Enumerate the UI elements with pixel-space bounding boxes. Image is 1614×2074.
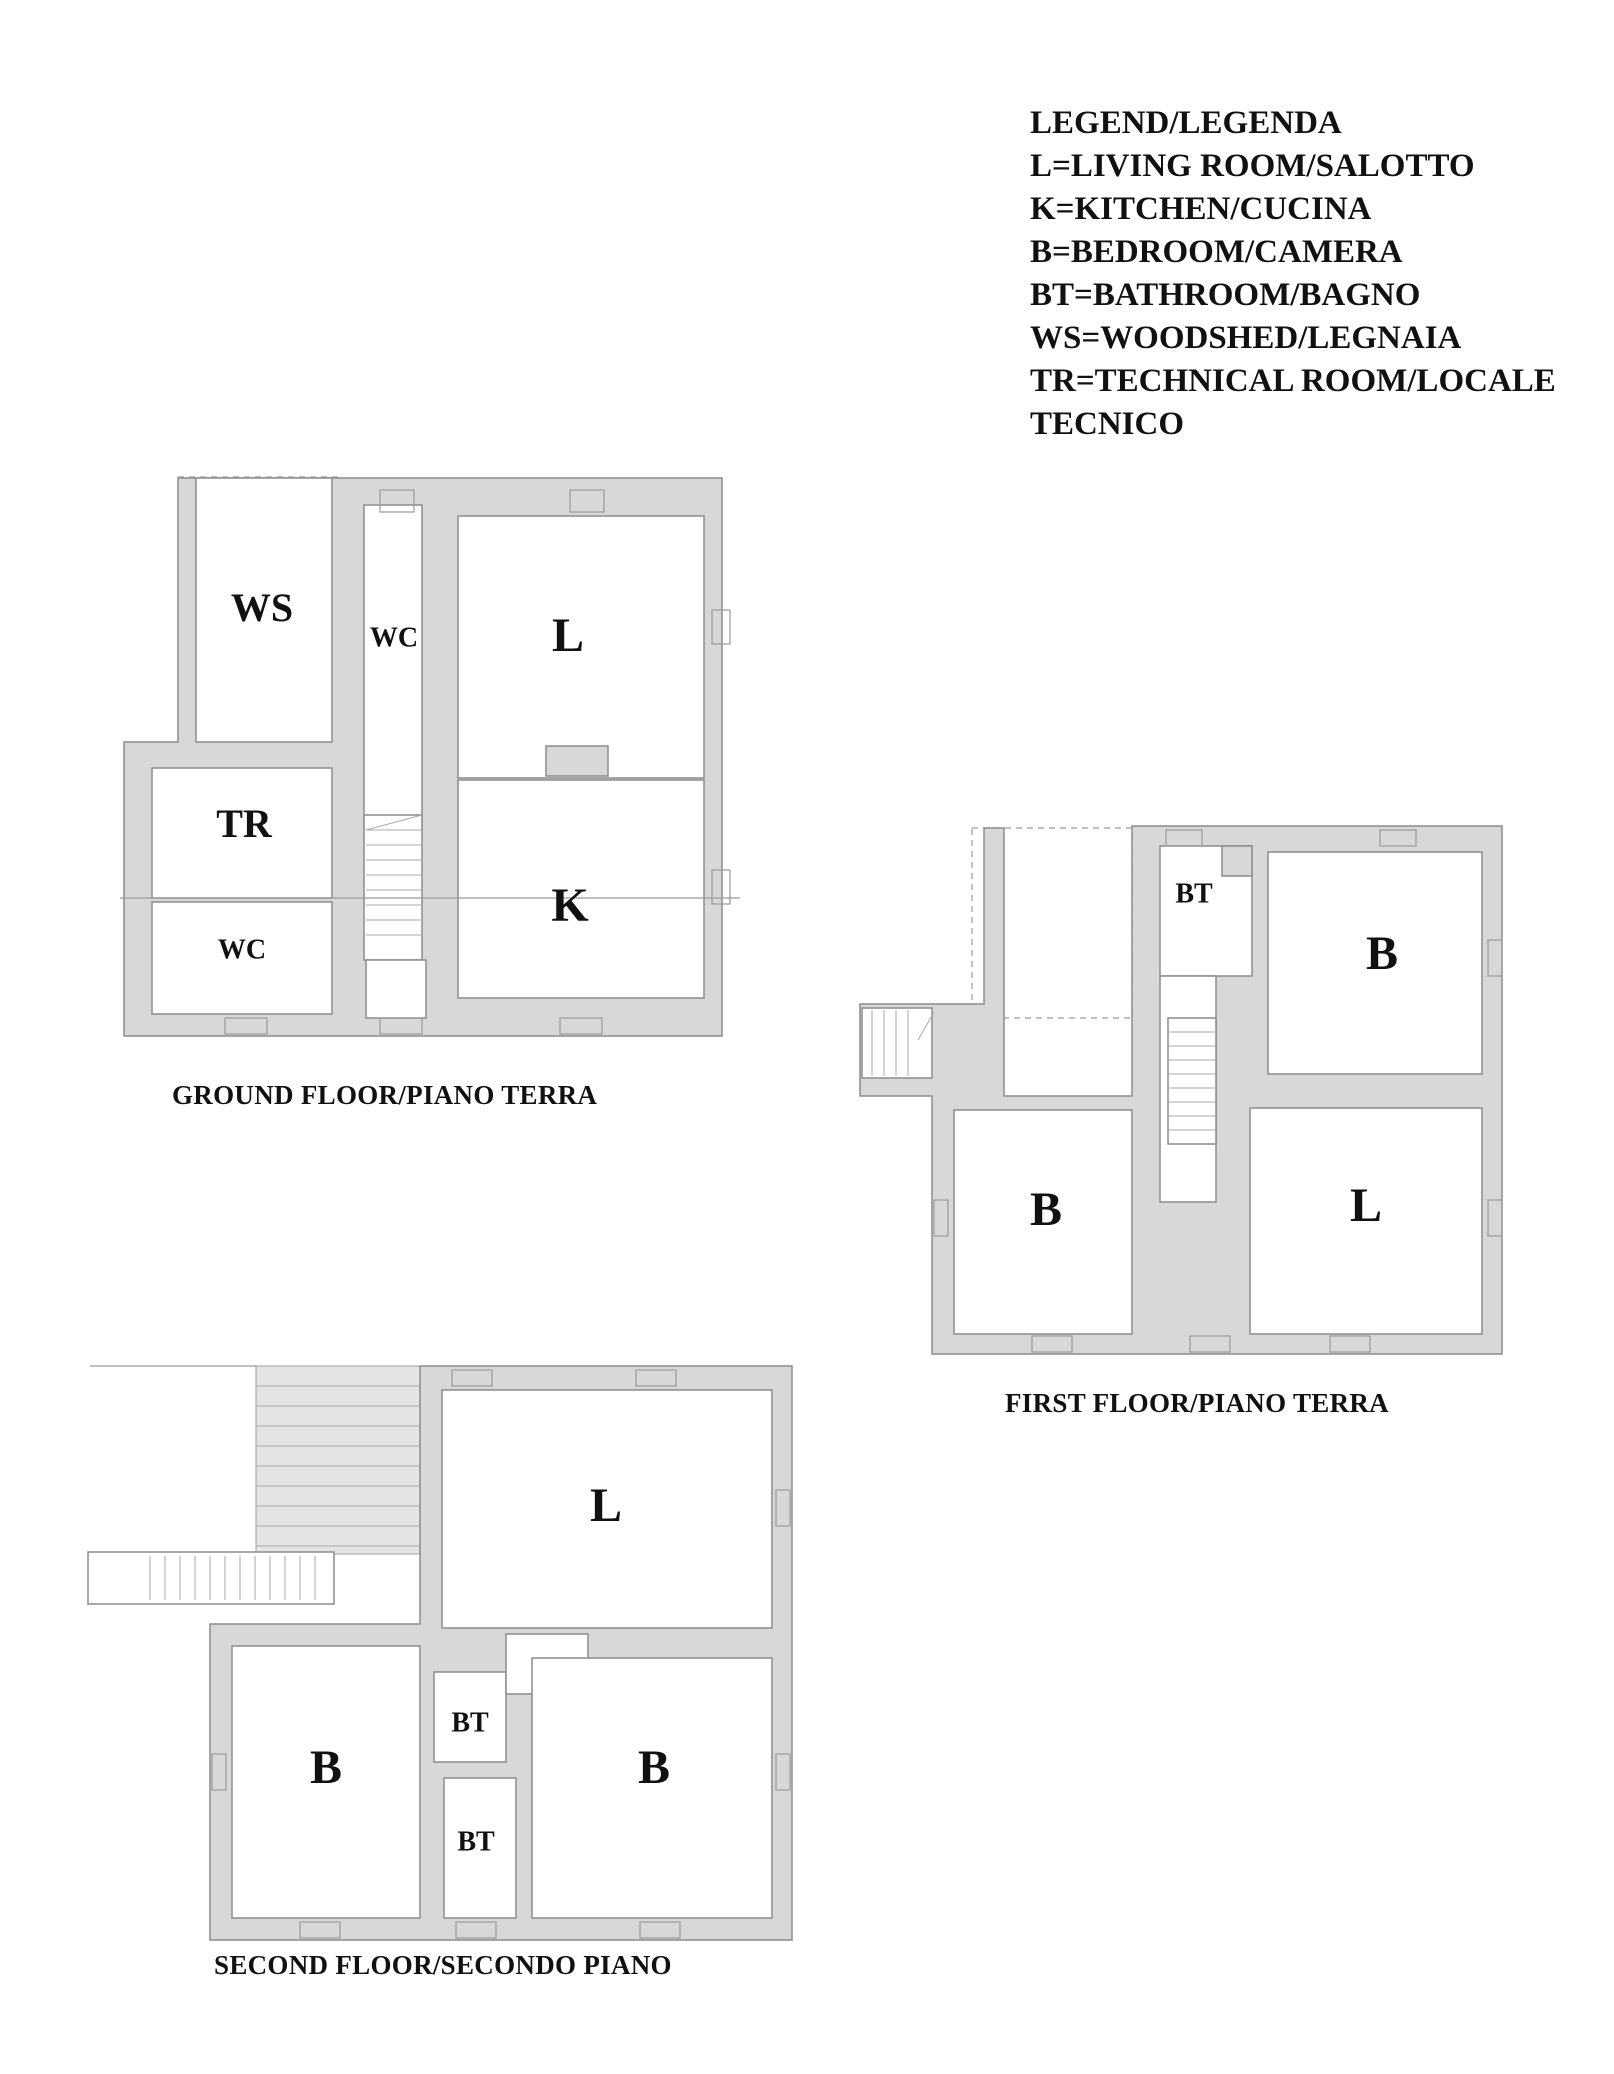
second-floor-title: SECOND FLOOR/SECONDO PIANO [214, 1950, 672, 1980]
label-bt-second-lower: BT [457, 1826, 495, 1858]
legend-entry: K=KITCHEN/CUCINA [1030, 191, 1372, 227]
label-bt-first: BT [1175, 878, 1213, 910]
ground-floor-plan [120, 477, 740, 1036]
label-living-second: L [589, 1479, 623, 1533]
legend-entry: L=LIVING ROOM/SALOTTO [1030, 148, 1475, 184]
second-floor-exterior-stair [88, 1552, 334, 1604]
legend [1030, 102, 1556, 446]
legend-entry: BT=BATHROOM/BAGNO [1030, 277, 1421, 313]
label-living-first: L [1349, 1179, 1383, 1233]
legend-title: LEGEND/LEGENDA [1030, 105, 1342, 141]
legend-entry: WS=WOODSHED/LEGNAIA [1030, 320, 1462, 356]
stair-first [1168, 1018, 1216, 1144]
ground-floor-title: GROUND FLOOR/PIANO TERRA [172, 1080, 598, 1110]
first-floor-title: FIRST FLOOR/PIANO TERRA [1005, 1388, 1389, 1418]
label-bedroom-second-right: B [637, 1741, 671, 1795]
label-wc-lower: WC [217, 934, 267, 966]
second-floor-plan [88, 1366, 792, 1940]
label-kitchen: K [551, 879, 589, 933]
stair-ground [364, 815, 422, 960]
label-wc-upper: WC [369, 622, 419, 654]
legend-entry: TECNICO [1030, 406, 1185, 442]
label-bedroom-first-right: B [1365, 927, 1399, 981]
label-tr: TR [216, 801, 272, 847]
label-bedroom-first-left: B [1029, 1183, 1063, 1237]
ground-entry-strip [366, 960, 426, 1018]
first-floor-plan [860, 826, 1502, 1354]
legend-entry: TR=TECHNICAL ROOM/LOCALE [1030, 363, 1556, 399]
legend-entry: B=BEDROOM/CAMERA [1030, 234, 1403, 270]
label-bt-second-upper: BT [451, 1707, 489, 1739]
first-floor-chimney [1222, 846, 1252, 876]
ground-fireplace [546, 746, 608, 776]
label-living-ground: L [551, 609, 585, 663]
label-bedroom-second-left: B [309, 1741, 343, 1795]
room-wc-upper [364, 505, 422, 830]
label-ws: WS [230, 585, 294, 631]
